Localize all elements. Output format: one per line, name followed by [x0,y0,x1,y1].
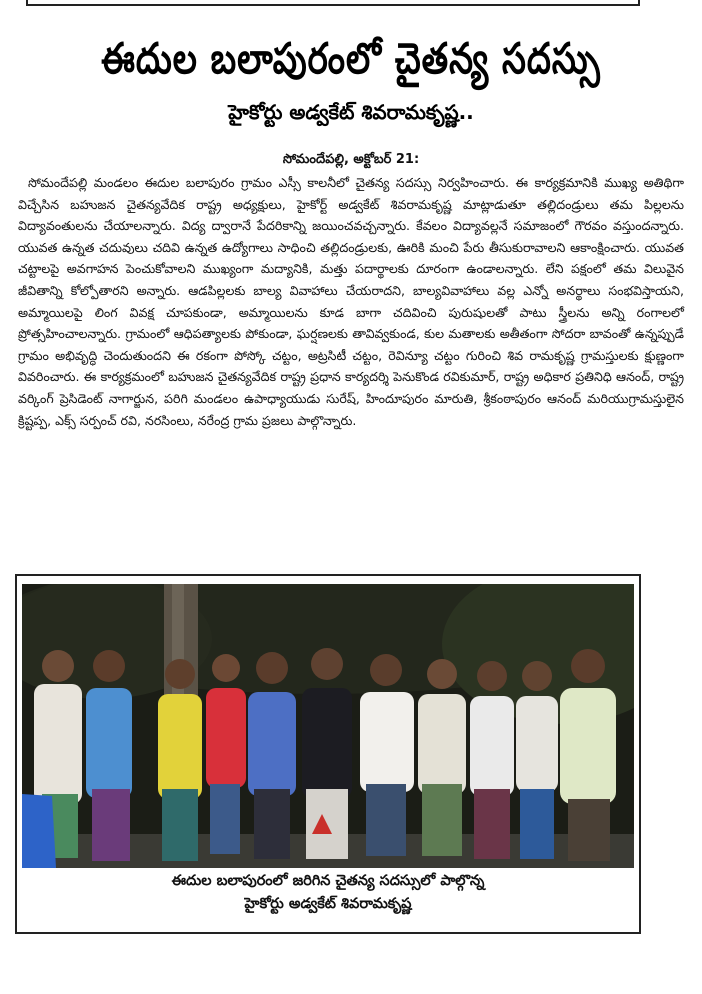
headline: ఈదుల బలాపురంలో చైతన్య సదస్సు [101,34,601,84]
caption-line-2: హైకోర్టు అడ్వకేట్ శివరామకృష్ణ [244,896,412,912]
subheadline: హైకోర్టు అడ్వకేట్ శివరామకృష్ణ.. [228,100,474,124]
group-photo [22,584,634,868]
top-frame [26,0,640,6]
photo-caption [17,870,639,916]
photo-frame [15,574,641,934]
dateline: సోమందేపల్లి, అక్టోబర్ 21: [282,152,420,167]
group-photo-illustration [22,584,634,868]
caption-line-1: ఈదుల బలాపురంలో జరిగిన చైతన్య సదస్సులో పాల్గొన్న [171,873,485,889]
article-body: సోమందేపల్లి మండలం ఈదుల బలాపురం గ్రామం ఎస్సీ కాలనీలో చైతన్య సదస్సు నిర్వహించారు. ఈ కార్యక్రమానికి ముఖ్య అతిథిగా విచ్చేసిన బహుజన చైతన్యవేదిక రాష్ట్ర అధ్యక్షులు, హైకోర్ట్ అడ్వకేట్ శివరామకృష్ణ మాట్లాడుతూ తల్లిదండ్రులు తమ పిల్లలను విద్యావంతులను చేయాలన్నారు. విద్య ద్వారానే పేదరికాన్ని జయించవచ్చన్నారు. కేవలం విద్యావల్లనే సమాజంలో గౌరవం వస్తుందన్నారు. యువత ఉన్నత చదువులు చదివి ఉన్నత ఉద్యోగాలు సాధించి తల్లిదండ్రులకు, ఊరికి మంచి పేరు తీసుకురావాలని ఆకాంక్షించారు. యువత చట్టాలపై అవగాహన పెంచుకోవాలని ముఖ్యంగా మద్యానికి, మత్తు పదార్థాలకు దూరంగా ఉండాలన్నారు. లేని పక్షంలో తమ విలువైన జీవితాన్ని కోల్పోతారని అన్నారు. ఆడపిల్లలకు బాల్య వివాహాలు చేయరాదని, బాల్యవివాహాలు వల్ల ఎన్నో అనర్థాలు సంభవిస్తాయని, అమ్మాయిలపై లింగ వివక్ష చూపకుండా, అమ్మాయిలను కూడ బాగా చదివించి పురుషులతో పాటు స్త్రీలను అన్ని రంగాలలో ప్రోత్సహించాలన్నారు. గ్రామంలో ఆధిపత్యాలకు పోకుండా, ఘర్షణలకు తావివ్వకుండ, కుల మతాలకు అతీతంగా సోదరా బావంతో ఉన్నప్పుడే గ్రామం అభివృద్ధి చెందుతుందని ఈ రకంగా పోస్కో చట్టం, అట్రసిటీ చట్టం, రెవిన్యూ చట్టం గురించి శివ రామకృష్ణ గ్రామస్తులకు క్షుణ్ణంగా వివరించారు. ఈ కార్యక్రమంలో బహుజన చైతన్యవేదిక రాష్ట్ర ప్రధాన కార్యదర్శి పెనుకొండ రవికుమార్, రాష్ట్ర అధికార ప్రతినిధి ఆనంద్, రాష్ట్ర వర్కింగ్ ప్రెసిడెంట్ నాగార్జున, పరిగి మండలం ఉపాధ్యాయుడు సురేష్, హిందూపురం మారుతి, శ్రీకంఠాపురం ఆనంద్ మరియుగ్రామస్తులైన క్రిష్టప్ప, ఎక్స్ సర్పంచ్ రవి, నరసింలు, నరేంద్ర గ్రామ ప్రజలు పాల్గొన్నారు. [18,175,684,428]
